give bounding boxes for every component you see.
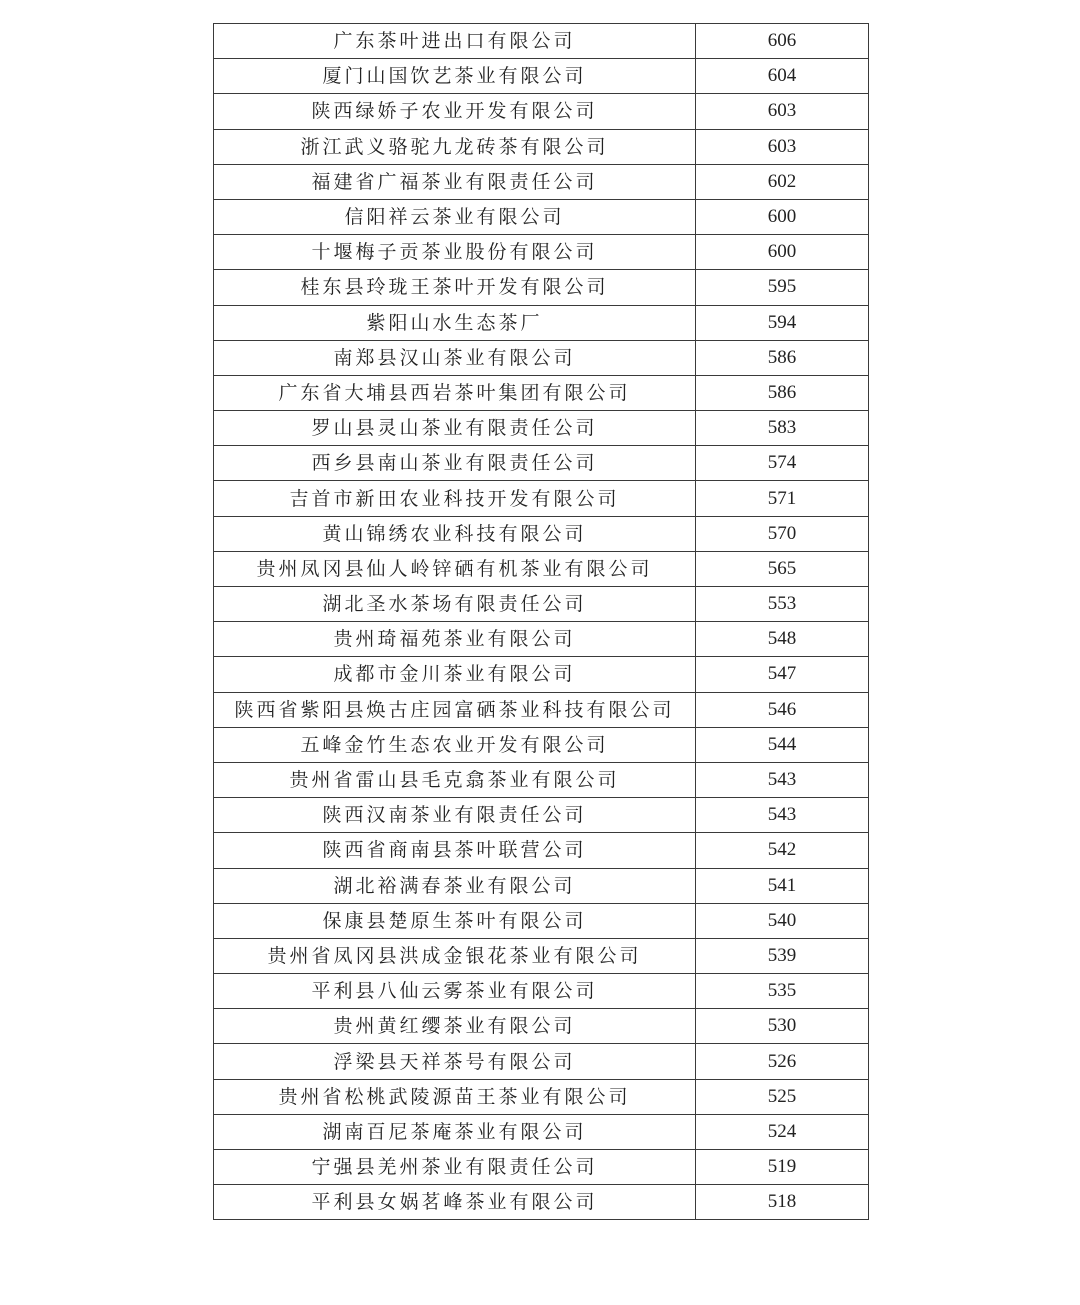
table-row [214, 164, 869, 199]
table-row [214, 587, 869, 622]
table-row [214, 1114, 869, 1149]
company-name-cell: 十堰梅子贡茶业股份有限公司 [214, 235, 696, 270]
table-row [214, 551, 869, 586]
score-cell: 606 [696, 24, 869, 59]
company-name-cell: 湖北裕满春茶业有限公司 [214, 868, 696, 903]
score-cell: 595 [696, 270, 869, 305]
score-cell: 539 [696, 938, 869, 973]
table-row [214, 1079, 869, 1114]
company-name-cell: 信阳祥云茶业有限公司 [214, 199, 696, 234]
table-row [214, 305, 869, 340]
score-cell: 553 [696, 587, 869, 622]
company-name-cell: 平利县女娲茗峰茶业有限公司 [214, 1185, 696, 1220]
company-name-cell: 湖北圣水茶场有限责任公司 [214, 587, 696, 622]
table-row [214, 762, 869, 797]
company-name-cell: 黄山锦绣农业科技有限公司 [214, 516, 696, 551]
score-cell: 586 [696, 375, 869, 410]
score-cell: 603 [696, 94, 869, 129]
score-cell: 535 [696, 974, 869, 1009]
company-name-cell: 陕西省紫阳县焕古庄园富硒茶业科技有限公司 [214, 692, 696, 727]
company-name-cell: 贵州省松桃武陵源苗王茶业有限公司 [214, 1079, 696, 1114]
table-row [214, 235, 869, 270]
score-cell: 574 [696, 446, 869, 481]
score-cell: 526 [696, 1044, 869, 1079]
company-name-cell: 五峰金竹生态农业开发有限公司 [214, 727, 696, 762]
company-name-cell: 贵州琦福苑茶业有限公司 [214, 622, 696, 657]
table-row [214, 1044, 869, 1079]
score-cell: 525 [696, 1079, 869, 1114]
table-row [214, 94, 869, 129]
score-cell: 602 [696, 164, 869, 199]
score-cell: 542 [696, 833, 869, 868]
table-row [214, 833, 869, 868]
score-cell: 519 [696, 1150, 869, 1185]
company-name-cell: 广东茶叶进出口有限公司 [214, 24, 696, 59]
score-cell: 546 [696, 692, 869, 727]
table-row [214, 974, 869, 1009]
company-name-cell: 南郑县汉山茶业有限公司 [214, 340, 696, 375]
score-cell: 543 [696, 762, 869, 797]
table-row [214, 59, 869, 94]
table-body [214, 24, 869, 1220]
table-row [214, 622, 869, 657]
company-name-cell: 宁强县羌州茶业有限责任公司 [214, 1150, 696, 1185]
table-row [214, 270, 869, 305]
table-row [214, 411, 869, 446]
company-name-cell: 成都市金川茶业有限公司 [214, 657, 696, 692]
company-name-cell: 厦门山国饮艺茶业有限公司 [214, 59, 696, 94]
table-row [214, 868, 869, 903]
table-row [214, 727, 869, 762]
score-cell: 540 [696, 903, 869, 938]
company-name-cell: 陕西省商南县茶叶联营公司 [214, 833, 696, 868]
company-name-cell: 福建省广福茶业有限责任公司 [214, 164, 696, 199]
company-name-cell: 保康县楚原生茶叶有限公司 [214, 903, 696, 938]
score-cell: 604 [696, 59, 869, 94]
table-row [214, 446, 869, 481]
company-name-cell: 广东省大埔县西岩茶叶集团有限公司 [214, 375, 696, 410]
company-name-cell: 罗山县灵山茶业有限责任公司 [214, 411, 696, 446]
score-cell: 603 [696, 129, 869, 164]
table-row [214, 1185, 869, 1220]
table-row [214, 516, 869, 551]
company-name-cell: 湖南百尼茶庵茶业有限公司 [214, 1114, 696, 1149]
score-cell: 565 [696, 551, 869, 586]
score-cell: 570 [696, 516, 869, 551]
score-cell: 518 [696, 1185, 869, 1220]
company-name-cell: 浮梁县天祥茶号有限公司 [214, 1044, 696, 1079]
company-name-cell: 陕西汉南茶业有限责任公司 [214, 798, 696, 833]
score-cell: 544 [696, 727, 869, 762]
company-score-table [213, 23, 869, 1220]
score-cell: 583 [696, 411, 869, 446]
company-name-cell: 贵州省凤冈县洪成金银花茶业有限公司 [214, 938, 696, 973]
score-cell: 600 [696, 235, 869, 270]
table-row [214, 903, 869, 938]
table-row [214, 340, 869, 375]
table-row [214, 199, 869, 234]
company-name-cell: 贵州黄红缨茶业有限公司 [214, 1009, 696, 1044]
company-name-cell: 西乡县南山茶业有限责任公司 [214, 446, 696, 481]
score-cell: 541 [696, 868, 869, 903]
company-name-cell: 吉首市新田农业科技开发有限公司 [214, 481, 696, 516]
table-row [214, 798, 869, 833]
company-name-cell: 紫阳山水生态茶厂 [214, 305, 696, 340]
score-cell: 548 [696, 622, 869, 657]
score-cell: 600 [696, 199, 869, 234]
table-row [214, 938, 869, 973]
score-cell: 594 [696, 305, 869, 340]
company-name-cell: 桂东县玲珑王茶叶开发有限公司 [214, 270, 696, 305]
company-name-cell: 贵州省雷山县毛克翕茶业有限公司 [214, 762, 696, 797]
score-cell: 547 [696, 657, 869, 692]
score-cell: 530 [696, 1009, 869, 1044]
score-cell: 543 [696, 798, 869, 833]
company-name-cell: 平利县八仙云雾茶业有限公司 [214, 974, 696, 1009]
table-row [214, 1009, 869, 1044]
table-row [214, 129, 869, 164]
score-cell: 571 [696, 481, 869, 516]
table-row [214, 375, 869, 410]
company-name-cell: 陕西绿娇子农业开发有限公司 [214, 94, 696, 129]
company-score-table-container [213, 23, 868, 1220]
table-row [214, 1150, 869, 1185]
table-row [214, 692, 869, 727]
table-row [214, 657, 869, 692]
company-name-cell: 浙江武义骆驼九龙砖茶有限公司 [214, 129, 696, 164]
table-row [214, 24, 869, 59]
table-row [214, 481, 869, 516]
company-name-cell: 贵州凤冈县仙人岭锌硒有机茶业有限公司 [214, 551, 696, 586]
score-cell: 524 [696, 1114, 869, 1149]
score-cell: 586 [696, 340, 869, 375]
